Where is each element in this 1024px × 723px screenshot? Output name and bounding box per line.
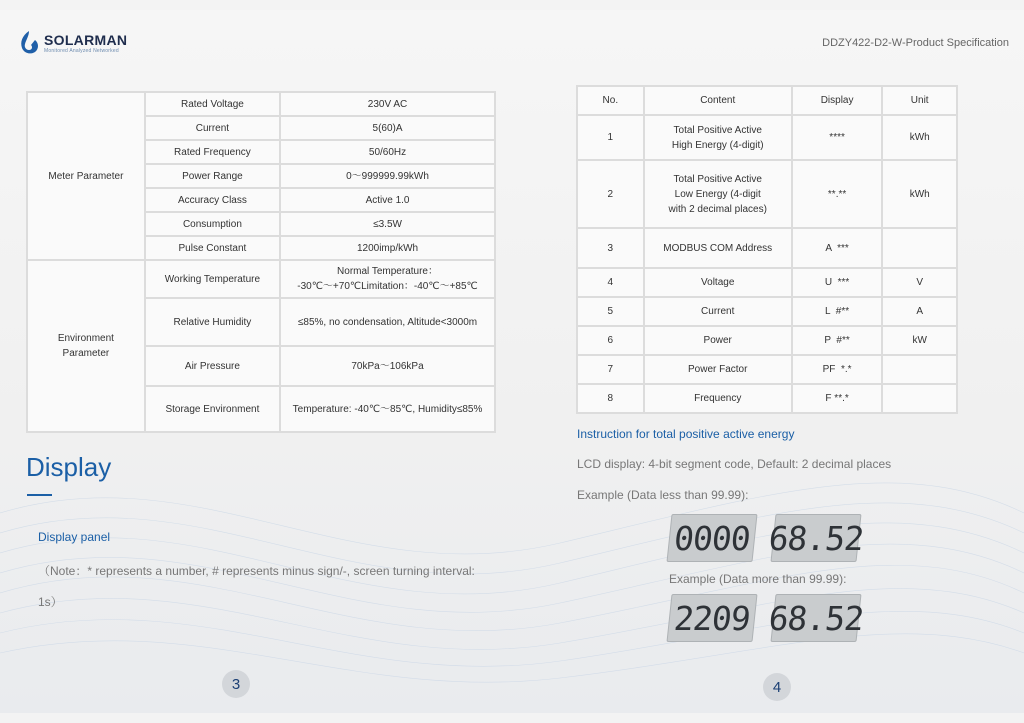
column-header: Display	[792, 86, 883, 115]
example-less-label: Example (Data less than 99.99):	[577, 488, 749, 502]
parameter-value: Normal Temperature： -30℃～+70℃Limitation：-40℃～+85℃	[280, 260, 495, 298]
row-content: Voltage	[644, 268, 792, 297]
row-unit: V	[882, 268, 957, 297]
solarman-logo	[18, 30, 127, 56]
group-label: Environment Parameter	[27, 260, 145, 432]
parameter-value: 1200imp/kWh	[280, 236, 495, 260]
parameter-name: Consumption	[145, 212, 280, 236]
page-number-left: 3	[222, 670, 250, 698]
row-number: 3	[577, 228, 644, 268]
parameter-value: 70kPa～106kPa	[280, 346, 495, 386]
table-row	[27, 92, 495, 116]
lcd-display-less-1: 0000	[666, 514, 757, 562]
row-content: Frequency	[644, 384, 792, 413]
column-header: Unit	[882, 86, 957, 115]
row-content: Total Positive Active High Energy (4-digit)	[644, 115, 792, 160]
display-note: （Note：* represents a number, # represents minus sign/-, screen turning interval: 1s）	[38, 564, 475, 609]
brand-name: SOLARMAN	[44, 31, 128, 48]
row-number: 8	[577, 384, 644, 413]
display-section-title: Display	[26, 452, 112, 482]
row-number: 5	[577, 297, 644, 326]
parameter-value: Active 1.0	[280, 188, 495, 212]
row-content: Power Factor	[644, 355, 792, 384]
table-row	[577, 384, 957, 413]
lcd-display-more-2: 68.52	[770, 594, 861, 642]
parameter-value: ≤85%, no condensation, Altitude<3000m	[280, 298, 495, 346]
row-number: 2	[577, 160, 644, 228]
row-unit	[882, 384, 957, 413]
row-number: 6	[577, 326, 644, 355]
table-row	[577, 160, 957, 228]
row-display: L #**	[792, 297, 883, 326]
row-display: A ***	[792, 228, 883, 268]
lcd-display-more-1: 2209	[666, 594, 757, 642]
row-unit	[882, 355, 957, 384]
row-unit: kWh	[882, 115, 957, 160]
lcd-display-less-2: 68.52	[770, 514, 861, 562]
group-label: Meter Parameter	[27, 92, 145, 260]
parameter-value: 230V AC	[280, 92, 495, 116]
display-panel-title: Display panel	[38, 530, 111, 544]
lcd-description: LCD display: 4-bit segment code, Default: 2 decimal places	[577, 457, 892, 471]
parameter-name: Accuracy Class	[145, 188, 280, 212]
table-row	[577, 268, 957, 297]
parameter-name: Working Temperature	[145, 260, 280, 298]
row-content: Total Positive Active Low Energy (4-digit with 2 decimal places)	[644, 160, 792, 228]
parameter-name: Air Pressure	[145, 346, 280, 386]
parameter-value: Temperature: -40℃～85℃, Humidity≤85%	[280, 386, 495, 432]
parameter-value: ≤3.5W	[280, 212, 495, 236]
row-display: U ***	[792, 268, 883, 297]
solarman-logo-icon	[18, 30, 40, 56]
row-display: F **.*	[792, 384, 883, 413]
table-row	[577, 355, 957, 384]
row-display: **.**	[792, 160, 883, 228]
row-content: MODBUS COM Address	[644, 228, 792, 268]
row-display: PF *.*	[792, 355, 883, 384]
row-content: Current	[644, 297, 792, 326]
row-display: P #**	[792, 326, 883, 355]
parameter-name: Power Range	[145, 164, 280, 188]
brand-tagline: Monitored Analyzed Networked	[44, 47, 119, 54]
parameter-name: Storage Environment	[145, 386, 280, 432]
row-unit: kW	[882, 326, 957, 355]
row-number: 4	[577, 268, 644, 297]
column-header: No.	[577, 86, 644, 115]
table-header-row	[577, 86, 957, 115]
parameter-name: Current	[145, 116, 280, 140]
parameter-name: Rated Voltage	[145, 92, 280, 116]
document-title: DDZY422-D2-W-Product Specification	[822, 37, 1009, 49]
parameter-name: Rated Frequency	[145, 140, 280, 164]
row-unit	[882, 228, 957, 268]
title-underline	[27, 494, 52, 496]
page-number-right: 4	[763, 673, 791, 701]
table-row	[577, 297, 957, 326]
row-display: ****	[792, 115, 883, 160]
row-number: 7	[577, 355, 644, 384]
parameter-name: Pulse Constant	[145, 236, 280, 260]
table-row	[577, 115, 957, 160]
example-more-label: Example (Data more than 99.99):	[669, 572, 847, 586]
table-row	[577, 228, 957, 268]
parameter-table	[26, 91, 496, 433]
table-row	[577, 326, 957, 355]
parameter-value: 0～999999.99kWh	[280, 164, 495, 188]
instruction-title: Instruction for total positive active energy	[577, 427, 795, 441]
row-unit: kWh	[882, 160, 957, 228]
row-number: 1	[577, 115, 644, 160]
table-row	[27, 260, 495, 298]
display-content-table	[576, 85, 958, 414]
column-header: Content	[644, 86, 792, 115]
parameter-value: 50/60Hz	[280, 140, 495, 164]
row-unit: A	[882, 297, 957, 326]
parameter-value: 5(60)A	[280, 116, 495, 140]
parameter-name: Relative Humidity	[145, 298, 280, 346]
row-content: Power	[644, 326, 792, 355]
